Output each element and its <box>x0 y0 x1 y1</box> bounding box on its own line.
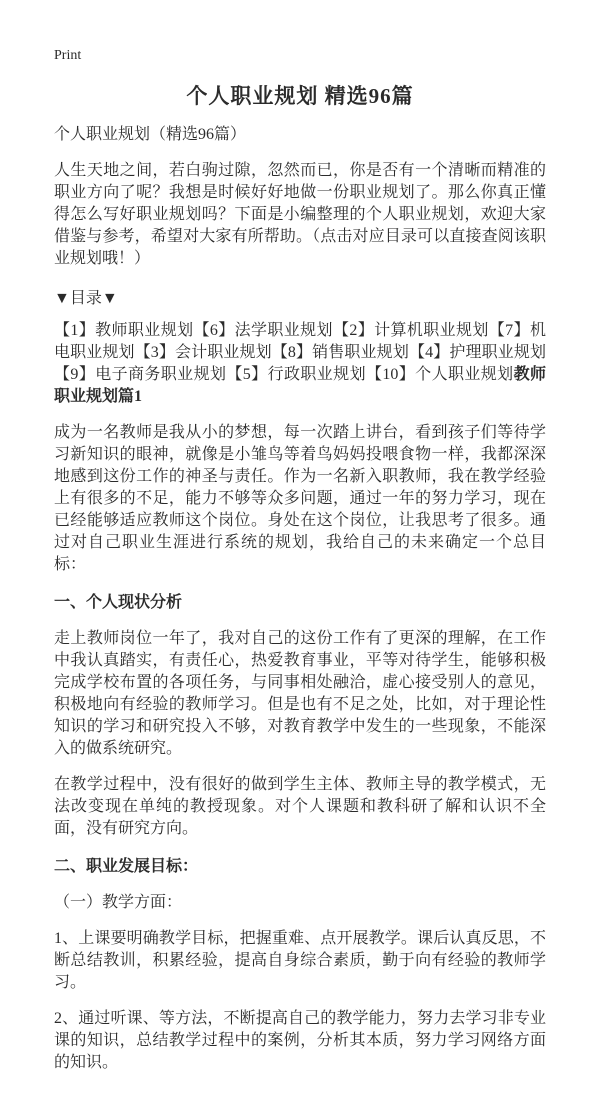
body-paragraph: 2、通过听课、等方法，不断提高自己的教学能力，努力去学习非专业课的知识，总结教学过程中的案例，分析其本质，努力学习网络方面的知识。 <box>54 1010 546 1071</box>
toc-item[interactable]: 【8】销售职业规划 <box>271 344 409 361</box>
toc-item[interactable]: 【2】计算机职业规划 <box>332 322 489 339</box>
body-paragraph: 成为一名教师是我从小的梦想，每一次踏上讲台，看到孩子们等待学习新知识的眼神，就像是小雏鸟等着鸟妈妈投喂食物一样，我都深深地感到这份工作的神圣与责任。作为一名新入职教师，我在教学经验上有很多的不足，能力不够等众多问题，通过一年的努力学习，现在已经能够适应教师这个岗位。身处在这个岗位，让我思考了很多。通过对自己职业生涯进行系统的规划，我给自己的未来确定一个总目标： <box>54 424 546 573</box>
toc-item[interactable]: 【1】教师职业规划 <box>54 322 194 339</box>
body-paragraph: 1、上课要明确教学目标，把握重难、点开展教学。课后认真反思，不断总结教训，积累经验，提高自身综合素质，勤于向有经验的教师学习。 <box>54 930 546 991</box>
subtitle: 个人职业规划（精选96篇） <box>54 126 247 143</box>
toc-item[interactable]: 【6】法学职业规划 <box>193 322 333 339</box>
print-button[interactable]: Print <box>54 48 82 63</box>
toc-item[interactable]: 【10】个人职业规划 <box>365 366 514 383</box>
toc-item[interactable]: 【7】机电职业规划 <box>54 322 546 361</box>
toc-item[interactable]: 【3】会计职业规划 <box>134 344 272 361</box>
toc-item[interactable]: 【9】电子商务职业规划 <box>54 366 227 383</box>
page-title: 个人职业规划 精选96篇 <box>186 84 414 108</box>
section-heading: 一、个人现状分析 <box>54 594 183 611</box>
section-title-inline: 教师职业规划篇1 <box>54 366 546 405</box>
toc-item[interactable]: 【5】行政职业规划 <box>226 366 366 383</box>
body-paragraph: 在教学过程中，没有很好的做到学生主体、教师主导的教学模式，无法改变现在单纯的教授现象。对个人课题和教科研了解和认识不全面，没有研究方向。 <box>54 776 546 837</box>
toc-item[interactable]: 【4】护理职业规划 <box>408 344 546 361</box>
article-body <box>54 422 546 1074</box>
table-of-contents <box>54 320 546 408</box>
section-heading: 二、职业发展目标： <box>54 858 199 875</box>
toc-marker: ▼目录▼ <box>54 290 118 307</box>
intro-paragraph: 人生天地之间，若白驹过隙，忽然而已，你是否有一个清晰而精准的职业方向了呢？我想是时候好好地做一份职业规划了。那么你真正懂得怎么写好职业规划吗？下面是小编整理的个人职业规划，欢迎大家借鉴与参考，希望对大家有所帮助。（点击对应目录可以直接查阅该职业规划哦！） <box>54 162 546 267</box>
body-paragraph: （一）教学方面： <box>54 894 183 911</box>
body-paragraph: 走上教师岗位一年了，我对自己的这份工作有了更深的理解，在工作中我认真踏实，有责任心，热爱教育事业，平等对待学生，能够积极完成学校布置的各项任务，与同事相处融洽，虚心接受别人的意见，积极地向有经验的教师学习。但是也有不足之处，比如，对于理论性知识的学习和研究投入不够，对教育教学中发生的一些现象，不能深入的做系统研究。 <box>54 630 546 757</box>
